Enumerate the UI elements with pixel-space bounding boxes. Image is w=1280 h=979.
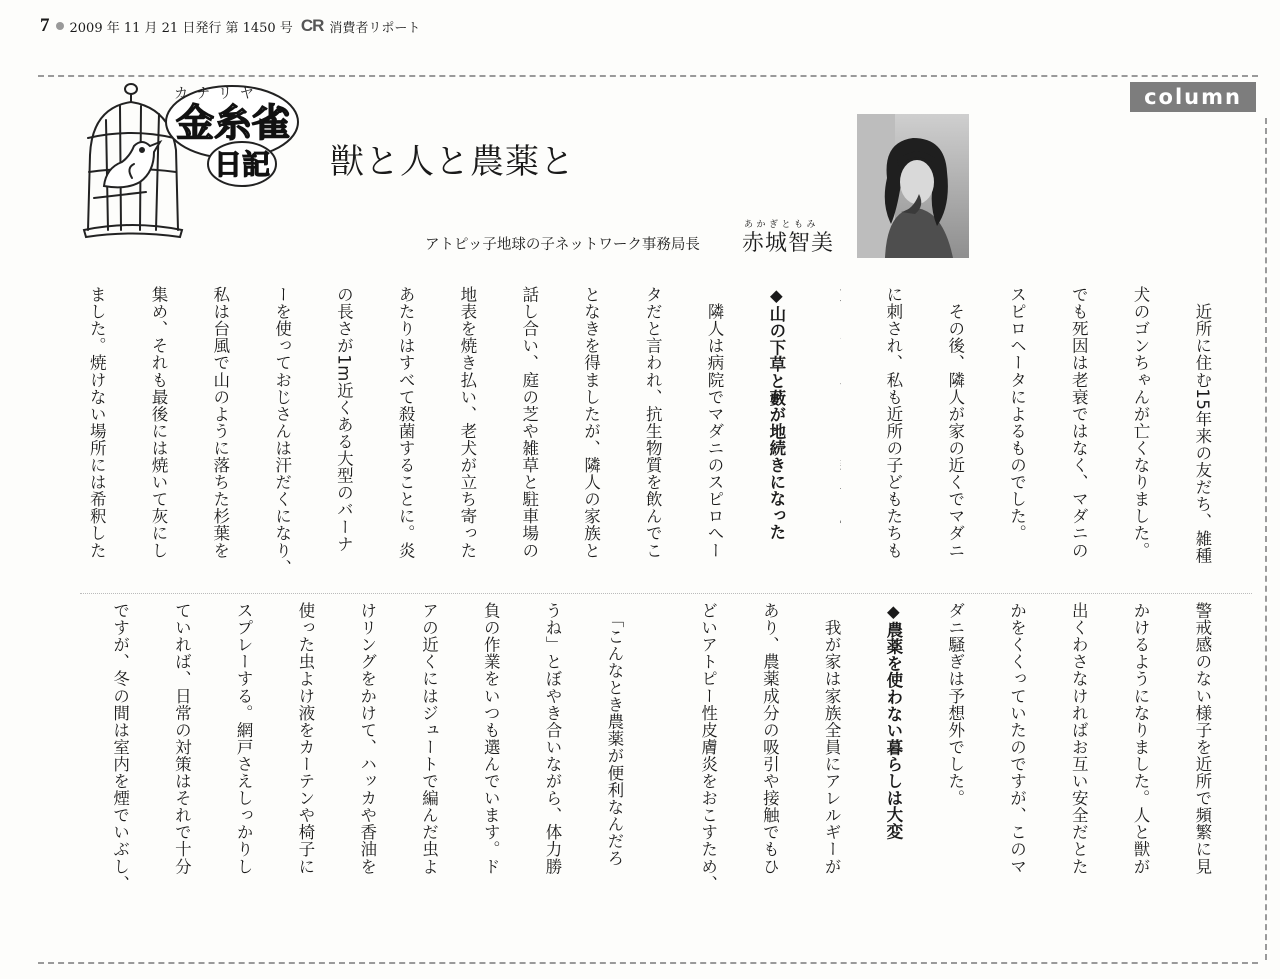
col1-line-1: 近所に住む15年来の友だち、雑種 [1192, 286, 1212, 564]
author-organization: アトピッ子地球の子ネットワーク事務局長 [425, 237, 700, 253]
section-heading-1: ◆山の下草と藪が地続きになった [766, 286, 786, 541]
section-heading-2: ◆農薬を使わない暮らしは大変 [883, 602, 903, 840]
col2-line-5: 地表を焼き払い、老犬が立ち寄った [457, 286, 477, 559]
page-number: 7 [40, 15, 50, 36]
col2-line-3: となきを得ましたが、隣人の家族と [581, 286, 601, 559]
col3-line-5: ダニ騒ぎは予想外でした。 [945, 602, 965, 807]
col1-line-4: スピロヘータによるものでした。 [1007, 286, 1027, 542]
text-column-3 [675, 602, 1253, 916]
article-title: 獣と人と農薬と [330, 142, 575, 182]
col4-line-3: 負の作業をいつも選んでいます。ド [481, 602, 501, 875]
col2-line-7: の長さが1m近くある大型のバーナ [334, 286, 354, 553]
birdcage-icon [74, 80, 304, 240]
col4-line-9: ですが、冬の間は室内を煙でいぶし、 [110, 602, 130, 892]
col4-line-8: ていれば、日常の対策はそれで十分 [172, 602, 192, 875]
col3b-line-2: あり、農薬成分の吸引や接触でもひ [760, 602, 780, 875]
col1-line-7 [840, 286, 841, 578]
author-name-reading: あかぎともみ [744, 220, 820, 230]
col4-line-4: アの近くにはジュートで編んだ虫よ [419, 602, 439, 875]
col3b-line-3: どいアトピー性皮膚炎をおこすため、 [698, 602, 718, 892]
text-column-2 [75, 286, 827, 579]
col2-line-8: ーを使っておじさんは汗だくになり、 [272, 286, 292, 576]
bottom-dashed-border [38, 962, 1258, 964]
col4-line-1: 「こんなとき農薬が便利なんだろ [604, 602, 624, 867]
logo-furigana: カナリヤ [174, 86, 262, 102]
col2-line-4: 話し合い、庭の芝や雑草と駐車場の [519, 286, 539, 559]
column-label: column [1130, 82, 1256, 112]
author-photo [857, 114, 969, 258]
col3-line-3: 出くわさなければお互い安全だとた [1069, 602, 1089, 875]
tier-divider [80, 593, 1252, 594]
author-name: 赤城智美 [742, 231, 835, 256]
col1-line-6: に刺され、私も近所の子どもたちも [883, 286, 903, 559]
col1-line-3: でも死因は老衰ではなく、マダニの [1069, 286, 1089, 559]
col4-line-5: けリングをかけて、ハッカや香油を [357, 602, 377, 875]
col2-line-11: ました。焼けない場所には希釈した [87, 286, 107, 559]
col1-line-5: その後、隣人が家の近くでマダニ [945, 286, 965, 559]
col3-line-4: かをくくっていたのですが、このマ [1007, 602, 1027, 875]
col2-line-10: 集め、それも最後には焼いて灰にし [149, 286, 168, 559]
col2-line-1: 隣人は病院でマダニのスピロへー [705, 286, 725, 559]
logo-subtitle: 日記 [214, 148, 271, 181]
col4-line-2: うね」とぼやき合いながら、体力勝 [543, 602, 563, 875]
text-column-4 [75, 602, 665, 916]
logo-title: 金糸雀 [176, 101, 291, 145]
col2-line-9: 私は台風で山のように落ちた杉葉を [210, 286, 230, 559]
top-dashed-border [38, 75, 1258, 77]
page-header [40, 14, 420, 38]
col4-line-7: スプレーする。網戸さえしっかりし [234, 602, 254, 875]
col2-line-6: あたりはすべて殺菌することに。炎 [396, 286, 416, 559]
right-dashed-border [1265, 118, 1267, 960]
col3-line-1: 警戒感のない様子を近所で頻繁に見 [1192, 602, 1212, 875]
text-column-1 [840, 286, 1253, 578]
col1-line-2: 犬のゴンちゃんが亡くなりました。 [1131, 286, 1151, 559]
canary-diary-logo [74, 80, 304, 240]
col2-line-2: タだと言われ、抗生物質を飲んでこ [643, 286, 663, 559]
publication-logo: CR [300, 16, 324, 35]
bullet-dot-icon [56, 22, 64, 30]
col3-line-2: かけるようになりました。人と獣が [1131, 602, 1151, 875]
col4-line-6: 使った虫よけ液をカーテンや椅子に [295, 602, 315, 875]
col3b-line-1: 我が家は家族全員にアレルギーが [822, 602, 842, 875]
issue-date: 2009 年 11 月 21 日発行 第 1450 号 [69, 20, 293, 36]
publication-name: 消費者リポート [329, 20, 421, 36]
